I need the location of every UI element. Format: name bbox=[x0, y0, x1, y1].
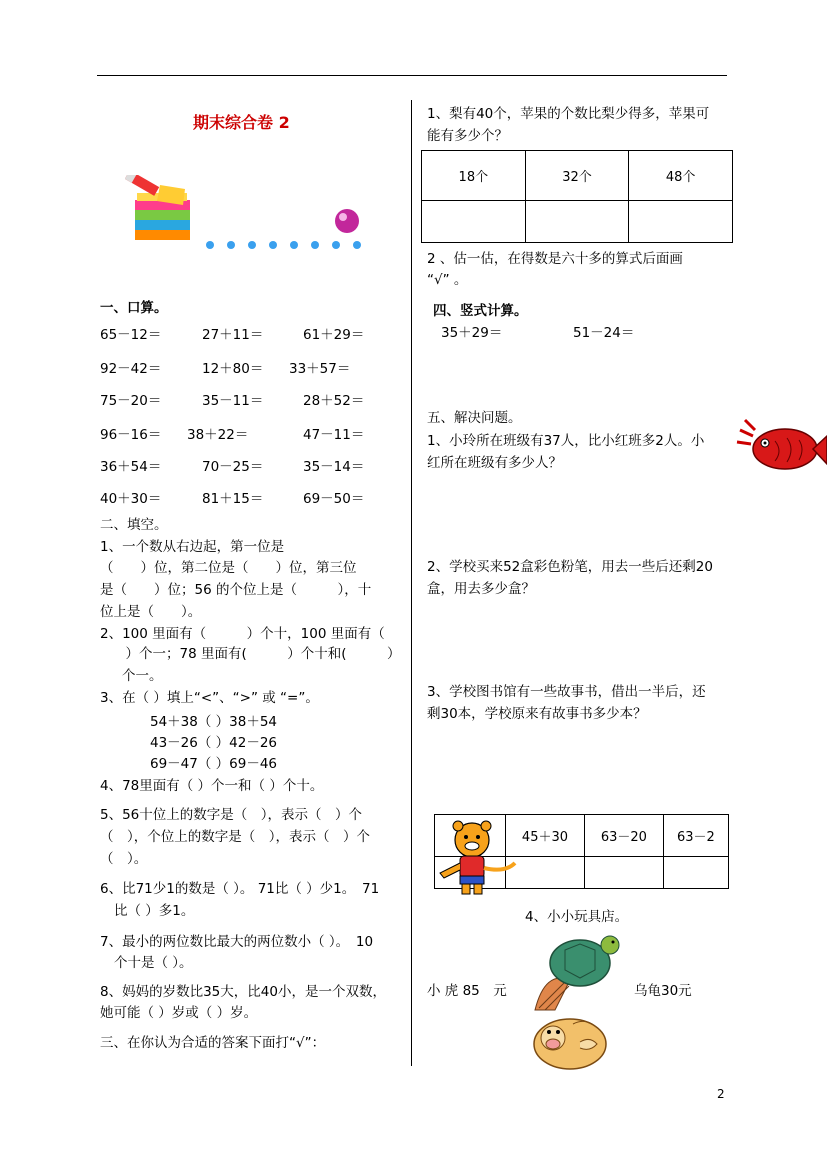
question-text: （ ）位，第二位是（ ）位，第三位 bbox=[100, 560, 357, 576]
problem-text: 盒，用去多少盒？ bbox=[427, 581, 535, 597]
question-text: 她可能（ ）岁或（ ）岁。 bbox=[100, 1005, 258, 1021]
expr-cell: 45＋30 bbox=[506, 815, 585, 857]
oral-calc: 47－11＝ bbox=[303, 427, 365, 443]
oral-calc: 40＋30＝ bbox=[100, 491, 162, 507]
question-text: 1、梨有40个，苹果的个数比梨少得多，苹果可 bbox=[427, 106, 710, 122]
oral-calc: 65－12＝ bbox=[100, 327, 162, 343]
question-text: 位上是（ ）。 bbox=[100, 604, 202, 620]
question-text: 3、在（ ）填上“<”、“>” 或 “=”。 bbox=[100, 690, 319, 706]
oral-calc: 92－42＝ bbox=[100, 361, 162, 377]
option-cell: 48个 bbox=[629, 151, 733, 201]
option-table bbox=[421, 150, 733, 243]
compare-item: 54＋38（ ）38＋54 bbox=[150, 714, 278, 730]
vertical-calc: 51－24＝ bbox=[573, 325, 635, 341]
vertical-calc: 35＋29＝ bbox=[441, 325, 503, 341]
oral-calc: 96－16＝ bbox=[100, 427, 162, 443]
question-text: 2 、估一估，在得数是六十多的算式后面画 bbox=[427, 251, 683, 267]
question-text: 个十是（ ）。 bbox=[114, 955, 193, 971]
oral-calc: 38＋22＝ bbox=[187, 427, 249, 443]
bead-string-icon bbox=[206, 241, 361, 249]
oral-calc: 70－25＝ bbox=[202, 459, 264, 475]
problem-text: 2、学校买来52盒彩色粉笔，用去一些后还剩20 bbox=[427, 559, 713, 575]
oral-calc: 35－11＝ bbox=[202, 393, 264, 409]
question-text: 5、56十位上的数字是（ ），表示（ ）个 bbox=[100, 807, 363, 823]
section-3-heading: 三、在你认为合适的答案下面打“√”： bbox=[100, 1035, 326, 1051]
question-text: ）个一；78 里面有( ）个十和( ） bbox=[112, 646, 401, 662]
expr-cell: 63－20 bbox=[584, 815, 663, 857]
question-text: 8、妈妈的岁数比35大，比40小，是一个双数， bbox=[100, 984, 386, 1000]
oral-calc: 12＋80＝ bbox=[202, 361, 264, 377]
question-text: 6、比71少1的数是（ ）。 71比（ ）少1。 71 bbox=[100, 881, 380, 897]
tiger-price: 小 虎 85 元 bbox=[427, 983, 507, 999]
question-text: “√” 。 bbox=[427, 272, 468, 288]
problem-text: 3、学校图书馆有一些故事书，借出一半后，还 bbox=[427, 684, 706, 700]
oral-calc: 33＋57＝ bbox=[289, 361, 351, 377]
question-text: 个一。 bbox=[122, 668, 163, 684]
red-fish-icon bbox=[735, 416, 827, 478]
oral-calc: 36＋54＝ bbox=[100, 459, 162, 475]
option-cell: 18个 bbox=[422, 151, 526, 201]
question-text: 能有多少个？ bbox=[427, 128, 508, 144]
oral-calc: 27＋11＝ bbox=[202, 327, 264, 343]
page-number: 2 bbox=[717, 1087, 725, 1101]
question-text: 2、100 里面有（ ）个十，100 里面有（ bbox=[100, 626, 385, 642]
tiger-icon bbox=[430, 818, 520, 900]
problem-text: 红所在班级有多少人？ bbox=[427, 455, 562, 471]
answer-cell[interactable] bbox=[584, 857, 663, 889]
section-5-heading: 五、解决问题。 bbox=[427, 410, 522, 426]
question-text: （ ）。 bbox=[100, 851, 148, 867]
oral-calc: 35－14＝ bbox=[303, 459, 365, 475]
turtle-price: 乌龟30元 bbox=[634, 983, 692, 999]
page-title: 期末综合卷 2 bbox=[193, 113, 290, 132]
oral-calc: 61＋29＝ bbox=[303, 327, 365, 343]
oral-calc: 69－50＝ bbox=[303, 491, 365, 507]
pencil-books-icon bbox=[125, 175, 370, 255]
pig-icon bbox=[525, 1012, 610, 1072]
answer-cell[interactable] bbox=[525, 201, 629, 243]
question-text: （ ），个位上的数字是（ ），表示（ ）个 bbox=[100, 829, 370, 845]
question-text: 4、78里面有（ ）个一和（ ）个十。 bbox=[100, 778, 324, 794]
top-rule bbox=[97, 75, 727, 76]
problem-caption: 4、小小玩具店。 bbox=[525, 909, 629, 925]
answer-cell[interactable] bbox=[422, 201, 526, 243]
turtle-icon bbox=[525, 930, 623, 1015]
section-2-heading: 二、填空。 bbox=[100, 517, 168, 533]
expr-cell: 63－2 bbox=[663, 815, 728, 857]
problem-text: 1、小玲所在班级有37人，比小红班多2人。小 bbox=[427, 433, 705, 449]
question-text: 1、一个数从右边起，第一位是 bbox=[100, 539, 285, 555]
compare-item: 43－26（ ）42－26 bbox=[150, 735, 278, 751]
oral-calc: 28＋52＝ bbox=[303, 393, 365, 409]
question-text: 是（ ）位；56 的个位上是（ ），十 bbox=[100, 582, 372, 598]
answer-cell[interactable] bbox=[629, 201, 733, 243]
compare-item: 69－47（ ）69－46 bbox=[150, 756, 278, 772]
section-1-heading: 一、口算。 bbox=[100, 300, 168, 316]
question-text: 比（ ）多1。 bbox=[114, 903, 195, 919]
oral-calc: 81＋15＝ bbox=[202, 491, 264, 507]
problem-text: 剩30本，学校原来有故事书多少本？ bbox=[427, 706, 647, 722]
question-text: 7、最小的两位数比最大的两位数小（ ）。 10 bbox=[100, 934, 374, 950]
section-4-heading: 四、竖式计算。 bbox=[433, 303, 528, 319]
column-divider bbox=[411, 100, 412, 1066]
oral-calc: 75－20＝ bbox=[100, 393, 162, 409]
answer-cell[interactable] bbox=[663, 857, 728, 889]
option-cell: 32个 bbox=[525, 151, 629, 201]
pink-ball-icon bbox=[335, 209, 359, 233]
